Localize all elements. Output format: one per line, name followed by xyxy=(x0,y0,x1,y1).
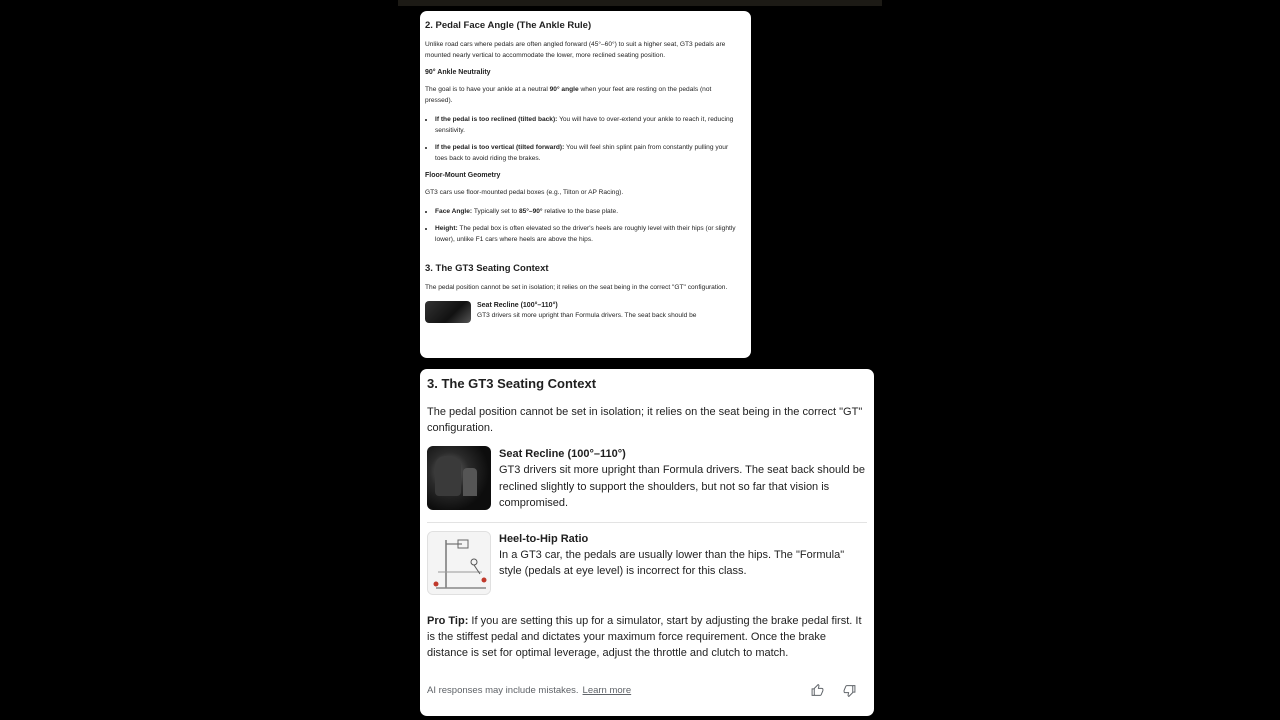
ankle-bullets xyxy=(425,114,739,164)
seat-recline-row xyxy=(427,446,867,522)
seat-recline-row xyxy=(425,301,739,323)
heel-hip-desc: In a GT3 car, the pedals are usually lower than the hips. The "Formula" style (pedals at eye level) is incorrect for this class. xyxy=(499,548,845,577)
seating-context-intro: The pedal position cannot be set in isolation; it relies on the seat being in the correct "GT" configuration. xyxy=(425,284,728,291)
divider xyxy=(427,522,867,523)
floor-mount-heading: Floor-Mount Geometry xyxy=(425,172,501,179)
ankle-neutrality-heading: 90° Ankle Neutrality xyxy=(425,69,491,76)
seat-recline-thumbnail[interactable] xyxy=(427,446,491,510)
floor-mount-bullets xyxy=(425,206,739,245)
seat-recline-desc: GT3 drivers sit more upright than Formula drivers. The seat back should be reclined slightly to support the shoulders, but not so far that vision is compromised. xyxy=(499,464,866,509)
thumbs-up-icon xyxy=(811,684,824,697)
pedal-angle-heading: 2. Pedal Face Angle (The Ankle Rule) xyxy=(425,20,592,31)
pedal-diagram-icon xyxy=(428,532,491,595)
thumbs-down-button[interactable] xyxy=(840,681,858,699)
list-item: • If the pedal is too reclined (tilted back): You will have to over-extend your ankle to reach it, reducing sensitivity. xyxy=(435,114,739,136)
top-strip xyxy=(398,0,882,6)
heel-hip-thumbnail[interactable] xyxy=(427,531,491,595)
thumbs-down-icon xyxy=(843,684,856,697)
list-item: • If the pedal is too vertical (tilted forward): You will feel shin splint pain from constantly pulling your toes back to avoid riding the brakes. xyxy=(435,142,739,164)
seat-thumbnail xyxy=(425,301,471,323)
learn-more-link[interactable]: Learn more xyxy=(582,684,632,696)
small-response-card xyxy=(420,11,751,358)
seat-recline-desc: GT3 drivers sit more upright than Formula drivers. The seat back should be xyxy=(477,312,697,319)
list-item: • Height: The pedal box is often elevated so the driver's heels are roughly level with their hips (or slightly lower), unlike F1 cars where heels are above the hips. xyxy=(435,223,739,245)
seat-recline-title: Seat Recline (100°–110°) xyxy=(477,302,558,309)
heel-hip-title: Heel-to-Hip Ratio xyxy=(499,532,589,545)
heel-hip-row xyxy=(427,531,867,605)
list-item: • Face Angle: Typically set to 85°–90° relative to the base plate. xyxy=(435,206,739,217)
seating-context-intro: The pedal position cannot be set in isolation; it relies on the seat being in the correct "GT" configuration. xyxy=(427,406,863,434)
pedal-angle-intro: Unlike road cars where pedals are often angled forward (45°–60°) to suit a higher seat, GT3 pedals are mounted nearly vertical to accommodate the lower, more reclined seating position. xyxy=(425,41,726,59)
response-footer xyxy=(427,681,858,699)
large-response-card xyxy=(420,369,874,716)
seating-context-heading: 3. The GT3 Seating Context xyxy=(427,376,597,391)
seat-recline-title: Seat Recline (100°–110°) xyxy=(499,448,626,460)
floor-mount-text: GT3 cars use floor-mounted pedal boxes (e.g., Tilton or AP Racing). xyxy=(425,189,624,196)
seating-context-heading: 3. The GT3 Seating Context xyxy=(425,263,549,274)
pro-tip: Pro Tip: If you are setting this up for a simulator, start by adjusting the brake pedal first. It is the stiffest pedal and dictates your maximum force requirement. Once the brake distance is set for optimal leverage, adjust the throttle and clutch to match. xyxy=(427,614,862,659)
ankle-neutrality-text: The goal is to have your ankle at a neutral 90° angle when your feet are resting on the pedals (not pressed). xyxy=(425,86,712,104)
disclaimer-text: AI responses may include mistakes. xyxy=(427,684,579,696)
thumbs-up-button[interactable] xyxy=(808,681,826,699)
